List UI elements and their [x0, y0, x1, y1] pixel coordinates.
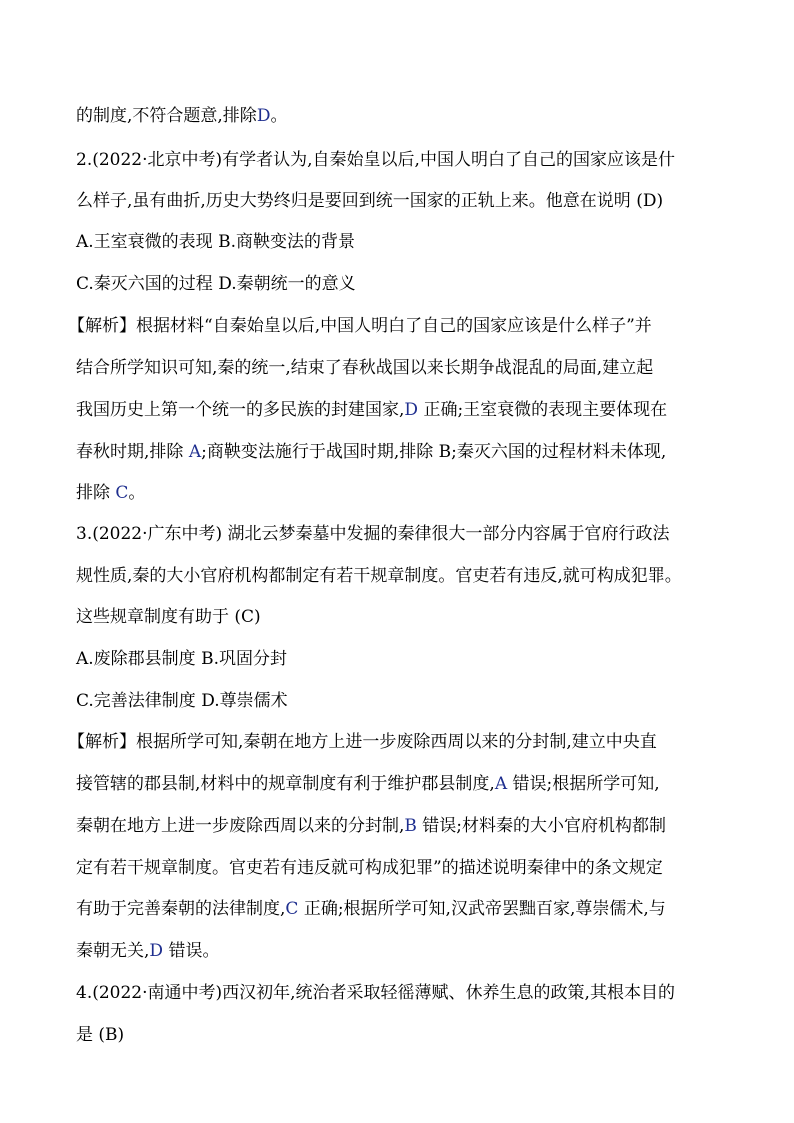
analysis-2-line-5: 排除 C。 [76, 483, 146, 503]
analysis-3-line-6: 秦朝无关,D 错误。 [76, 941, 220, 961]
question-3-line-3: 这些规章制度有助于 (C) [76, 607, 261, 627]
analysis-2-line-1: 【解析】根据材料“自秦始皇以后,中国人明白了自己的国家应该是什么样子”并 [68, 316, 652, 336]
answer-letter: D [404, 400, 419, 420]
analysis-3-line-4: 定有若干规章制度。官吏若有违反就可构成犯罪”的描述说明秦律中的条文规定 [76, 858, 663, 878]
text-line: 的制度,不符合题意,排除D。 [76, 106, 288, 126]
question-4-line-2: 是 (B) [76, 1025, 125, 1045]
analysis-3-line-5: 有助于完善秦朝的法律制度,C 正确;根据所学可知,汉武帝罢黜百家,尊崇儒术,与 [76, 899, 666, 919]
answer-letter: A [494, 774, 508, 794]
answer-letter: C [115, 483, 129, 503]
question-2-options-cd: C.秦灭六国的过程 D.秦朝统一的意义 [76, 274, 356, 294]
analysis-2-line-2: 结合所学知识可知,秦的统一,结束了春秋战国以来长期争战混乱的局面,建立起 [76, 358, 654, 378]
answer-letter: C [285, 899, 299, 919]
question-2-line-2: 么样子,虽有曲折,历史大势终归是要回到统一国家的正轨上来。他意在说明 (D) [76, 191, 664, 211]
question-2-options-ab: A.王室衰微的表现 B.商鞅变法的背景 [76, 232, 355, 252]
answer-letter: B [404, 816, 417, 836]
question-2-line-1: 2.(2022·北京中考)有学者认为,自秦始皇以后,中国人明白了自己的国家应该是什 [76, 150, 675, 170]
analysis-3-line-2: 接管辖的郡县制,材料中的规章制度有利于维护郡县制度,A 错误;根据所学可知, [76, 774, 660, 794]
analysis-2-line-4: 春秋时期,排除 A;商鞅变法施行于战国时期,排除 B;秦灭六国的过程材料未体现, [76, 442, 667, 462]
analysis-3-line-3: 秦朝在地方上进一步废除西周以来的分封制,B 错误;材料秦的大小官府机构都制 [76, 816, 667, 836]
analysis-2-line-3: 我国历史上第一个统一的多民族的封建国家,D 正确;王室衰微的表现主要体现在 [76, 400, 668, 420]
question-4-line-1: 4.(2022·南通中考)西汉初年,统治者采取轻徭薄赋、休养生息的政策,其根本目的 [76, 983, 675, 1003]
question-3-line-2: 规性质,秦的大小官府机构都制定有若干规章制度。官吏若有违反,就可构成犯罪。 [76, 566, 682, 586]
answer-letter: D [256, 106, 271, 126]
answer-letter: D [149, 941, 164, 961]
question-3-options-ab: A.废除郡县制度 B.巩固分封 [76, 649, 287, 669]
question-3-options-cd: C.完善法律制度 D.尊崇儒术 [76, 691, 288, 711]
question-3-line-1: 3.(2022·广东中考) 湖北云梦秦墓中发掘的秦律很大一部分内容属于官府行政法 [76, 524, 670, 544]
answer-letter: A [188, 442, 202, 462]
analysis-3-line-1: 【解析】根据所学可知,秦朝在地方上进一步废除西周以来的分封制,建立中央直 [68, 732, 657, 752]
